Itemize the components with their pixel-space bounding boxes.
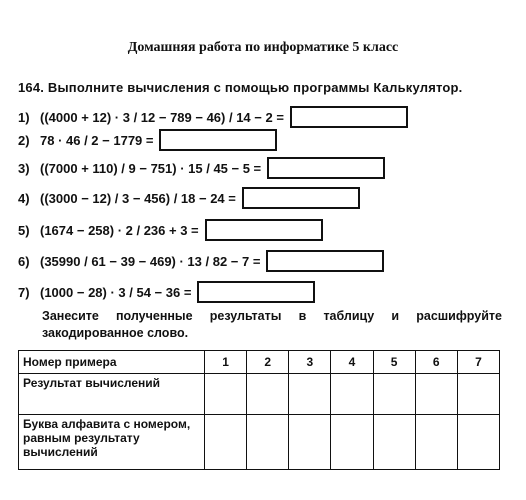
column-number: 6 — [415, 351, 457, 374]
column-number: 4 — [331, 351, 373, 374]
column-number: 1 — [205, 351, 247, 374]
letter-cell[interactable] — [289, 415, 331, 470]
example-row-7 — [18, 279, 315, 305]
example-row-2 — [18, 127, 277, 153]
example-row-6 — [18, 248, 384, 274]
letter-cell[interactable] — [415, 415, 457, 470]
answer-box-4[interactable] — [242, 187, 360, 209]
example-number: 7) — [18, 284, 30, 300]
results-table — [18, 350, 500, 470]
header-label: Номер примера — [19, 351, 205, 374]
result-cell[interactable] — [205, 374, 247, 415]
example-expression: (1674 − 258) · 2 / 236 + 3 = — [40, 222, 199, 238]
example-number: 6) — [18, 253, 30, 269]
task-text: Выполните вычисления с помощью программы Калькулятор. — [47, 80, 463, 95]
answer-box-7[interactable] — [197, 281, 315, 303]
example-expression: (1000 − 28) · 3 / 54 − 36 = — [40, 284, 192, 300]
row-label: Результат вычислений — [19, 374, 205, 415]
answer-box-1[interactable] — [290, 106, 408, 128]
example-number: 1) — [18, 109, 30, 125]
letter-cell[interactable] — [247, 415, 289, 470]
example-number: 3) — [18, 160, 30, 176]
example-expression: ((7000 + 110) / 9 − 751) · 15 / 45 − 5 = — [40, 160, 262, 176]
example-row-3 — [18, 155, 385, 181]
example-number: 4) — [18, 190, 30, 206]
table-row-letters — [19, 415, 500, 470]
answer-box-6[interactable] — [266, 250, 384, 272]
example-row-4 — [18, 185, 360, 211]
answer-box-5[interactable] — [205, 219, 323, 241]
task-number: 164. — [18, 80, 45, 95]
letter-cell[interactable] — [331, 415, 373, 470]
result-cell[interactable] — [415, 374, 457, 415]
task-heading — [18, 80, 462, 95]
result-cell[interactable] — [289, 374, 331, 415]
letter-cell[interactable] — [457, 415, 499, 470]
instruction-note: Занесите полученные результаты в таблицу и расшифруйте закодированное слово. — [42, 309, 502, 340]
result-cell[interactable] — [457, 374, 499, 415]
column-number: 3 — [289, 351, 331, 374]
page-title: Домашняя работа по информатике 5 класс — [127, 40, 399, 55]
table-row-results — [19, 374, 500, 415]
column-number: 7 — [457, 351, 499, 374]
answer-box-3[interactable] — [267, 157, 385, 179]
row-label: Буква алфавита с номером, равным результату вычислений — [19, 415, 205, 470]
answer-box-2[interactable] — [159, 129, 277, 151]
result-cell[interactable] — [247, 374, 289, 415]
example-number: 2) — [18, 132, 30, 148]
letter-cell[interactable] — [205, 415, 247, 470]
example-expression: ((3000 − 12) / 3 − 456) / 18 − 24 = — [40, 190, 236, 206]
table-header-row — [19, 351, 500, 374]
example-expression: (35990 / 61 − 39 − 469) · 13 / 82 − 7 = — [40, 253, 261, 269]
column-number: 2 — [247, 351, 289, 374]
result-cell[interactable] — [331, 374, 373, 415]
letter-cell[interactable] — [373, 415, 415, 470]
example-expression: 78 · 46 / 2 − 1779 = — [40, 132, 154, 148]
example-expression: ((4000 + 12) · 3 / 12 − 789 − 46) / 14 − 2 = — [40, 109, 284, 125]
example-number: 5) — [18, 222, 30, 238]
example-row-5 — [18, 217, 323, 243]
column-number: 5 — [373, 351, 415, 374]
result-cell[interactable] — [373, 374, 415, 415]
